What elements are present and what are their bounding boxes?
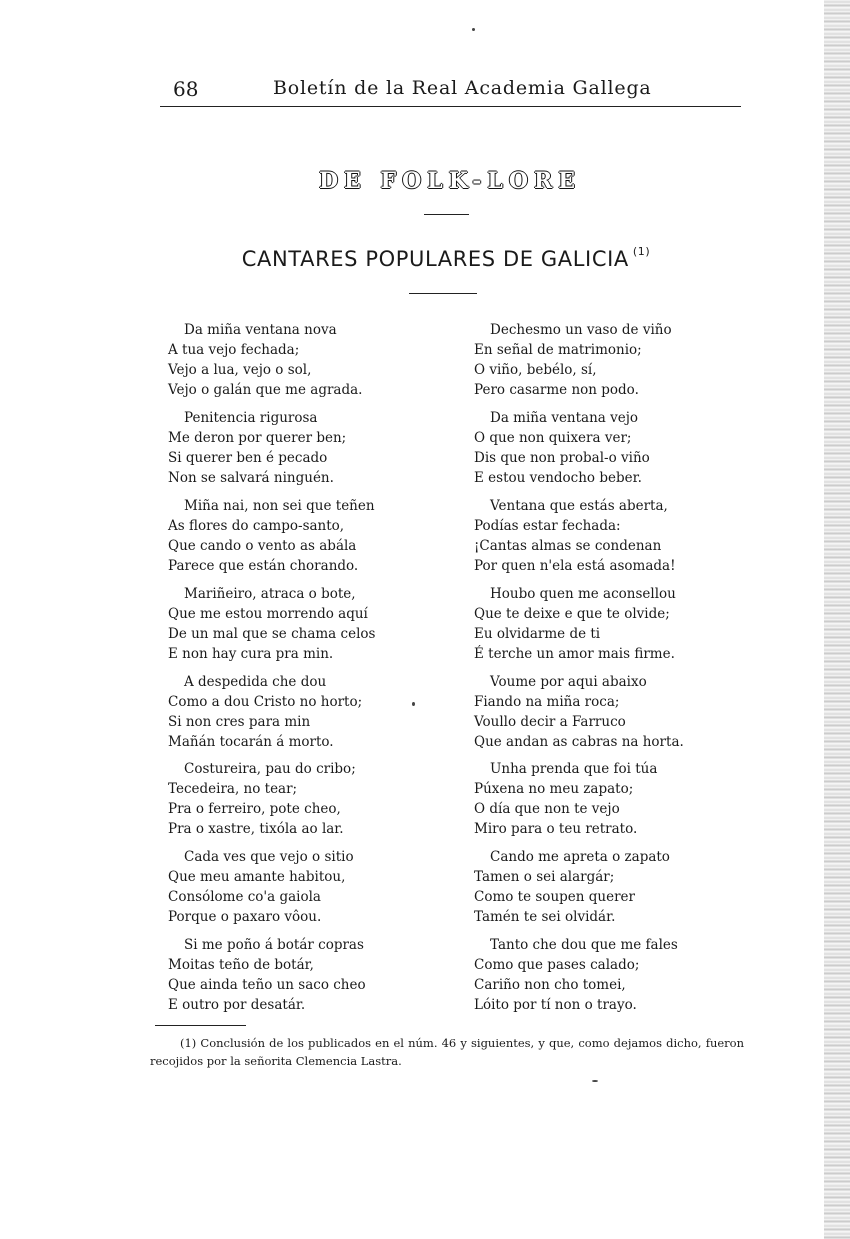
- verse-line: Voume por aqui abaixo: [490, 673, 647, 690]
- stanza: [168, 759, 458, 839]
- poem-column-right: [474, 320, 724, 1023]
- footnote: (1) Conclusión de los publicados en el núm. 46 y siguientes, y que, como dejamos dicho, fueron recojidos por la señorita Clemencia Lastra.: [150, 1036, 744, 1068]
- verse-line: De un mal que se chama celos: [168, 625, 376, 642]
- page-header: [165, 75, 741, 105]
- subtitle-divider: [409, 293, 477, 294]
- verse-line: Vejo a lua, vejo o sol,: [168, 362, 312, 378]
- verse-line: A despedida che dou: [184, 673, 327, 690]
- verse-line: Como que pases calado;: [474, 957, 640, 974]
- section-title: DE FOLK-LORE: [318, 168, 582, 194]
- stanza: [168, 496, 458, 576]
- stanza: [474, 759, 724, 839]
- verse-line: Ventana que estás aberta,: [490, 497, 668, 514]
- footnote-reference: (1): [632, 245, 651, 258]
- verse-line: As flores do campo-santo,: [168, 517, 345, 534]
- stanza: [474, 408, 724, 488]
- verse-line: Parece que están chorando.: [168, 557, 359, 574]
- stanza: [474, 496, 724, 576]
- verse-line: Tanto che dou que me fales: [490, 937, 678, 954]
- stanza: [168, 584, 458, 664]
- verse-line: E outro por desatár.: [168, 997, 306, 1014]
- verse-line: É terche un amor mais firme.: [474, 645, 675, 662]
- verse-line: E estou vendocho beber.: [474, 469, 642, 486]
- verse-line: Si me poño á botár copras: [184, 937, 364, 954]
- verse-line: En señal de matrimonio;: [474, 342, 642, 358]
- verse-line: Si non cres para min: [168, 713, 311, 730]
- verse-line: Pra o xastre, tixóla ao lar.: [168, 821, 344, 838]
- verse-line: Pero casarme non podo.: [474, 382, 639, 398]
- title-divider: [424, 214, 469, 215]
- verse-line: Miro para o teu retrato.: [474, 821, 638, 838]
- verse-line: Non se salvará ninguén.: [168, 469, 334, 486]
- verse-line: Dechesmo un vaso de viño: [490, 322, 672, 338]
- journal-title: Boletín de la Real Academia Gallega: [273, 77, 652, 99]
- verse-line: Houbo quen me aconsellou: [490, 585, 676, 602]
- page-number: 68: [173, 77, 199, 101]
- verse-line: A tua vejo fechada;: [168, 342, 300, 358]
- verse-line: Mañán tocarán á morto.: [168, 733, 334, 750]
- verse-line: Costureira, pau do cribo;: [184, 761, 356, 778]
- verse-line: Podías estar fechada:: [474, 517, 621, 534]
- poem-column-left: [168, 320, 458, 1023]
- verse-line: Que cando o vento as abála: [168, 537, 357, 554]
- verse-line: Fiando na miña roca;: [474, 693, 620, 710]
- verse-line: E non hay cura pra min.: [168, 645, 334, 662]
- stanza: [168, 408, 458, 488]
- stanza: [474, 320, 724, 400]
- verse-line: Cada ves que vejo o sitio: [184, 849, 354, 866]
- verse-line: Miña nai, non sei que teñen: [184, 497, 375, 514]
- verse-line: Tamen o sei alargár;: [474, 869, 615, 886]
- stanza: [168, 935, 458, 1015]
- verse-line: Penitencia rigurosa: [184, 409, 318, 426]
- verse-line: Si querer ben é pecado: [168, 449, 328, 466]
- verse-line: Que andan as cabras na horta.: [474, 733, 684, 750]
- verse-line: Porque o paxaro vôou.: [168, 909, 322, 926]
- verse-line: Que te deixe e que te olvide;: [474, 605, 670, 622]
- verse-line: O día que non te vejo: [474, 801, 620, 818]
- verse-line: Dis que non probal-o viño: [474, 449, 650, 466]
- verse-line: Por quen n'ela está asomada!: [474, 557, 676, 574]
- verse-line: Mariñeiro, atraca o bote,: [184, 585, 356, 602]
- verse-line: Que ainda teño un saco cheo: [168, 977, 366, 994]
- subtitle-text: CANTARES POPULARES DE GALICIA: [241, 247, 629, 271]
- verse-line: Consólome co'a gaiola: [168, 889, 321, 906]
- verse-line: Tecedeira, no tear;: [168, 781, 298, 798]
- verse-line: Unha prenda que foi túa: [490, 761, 658, 778]
- verse-line: Como a dou Cristo no horto;: [168, 693, 363, 710]
- verse-line: O que non quixera ver;: [474, 429, 632, 446]
- verse-line: Moitas teño de botár,: [168, 957, 314, 974]
- verse-line: Cariño non cho tomei,: [474, 977, 626, 994]
- subtitle: [0, 247, 850, 271]
- footnote-rule: [155, 1025, 246, 1026]
- stanza: [168, 320, 458, 400]
- verse-line: Cando me apreta o zapato: [490, 849, 670, 866]
- verse-line: Da miña ventana nova: [184, 322, 337, 338]
- stanza: [474, 672, 724, 752]
- print-speck: [472, 28, 475, 31]
- verse-line: Tamén te sei olvidár.: [474, 909, 616, 926]
- verse-line: Me deron por querer ben;: [168, 429, 347, 446]
- stanza: [474, 847, 724, 927]
- verse-line: Como te soupen querer: [474, 889, 635, 906]
- stanza: [168, 847, 458, 927]
- header-rule: [160, 106, 741, 107]
- print-speck: [592, 1080, 598, 1082]
- verse-line: Eu olvidarme de ti: [474, 625, 601, 642]
- verse-line: ¡Cantas almas se condenan: [474, 537, 662, 554]
- verse-line: Voullo decir a Farruco: [474, 713, 626, 730]
- stanza: [168, 672, 458, 752]
- verse-line: Vejo o galán que me agrada.: [168, 382, 363, 398]
- verse-line: Lóito por tí non o trayo.: [474, 997, 637, 1014]
- verse-line: Da miña ventana vejo: [490, 409, 639, 426]
- stanza: [474, 584, 724, 664]
- verse-line: Que me estou morrendo aquí: [168, 605, 368, 622]
- print-speck: [412, 702, 415, 706]
- verse-line: Púxena no meu zapato;: [474, 781, 634, 798]
- verse-line: O viño, bebélo, sí,: [474, 362, 597, 378]
- verse-line: Pra o ferreiro, pote cheo,: [168, 801, 341, 818]
- verse-line: Que meu amante habitou,: [168, 869, 346, 886]
- stanza: [474, 935, 724, 1015]
